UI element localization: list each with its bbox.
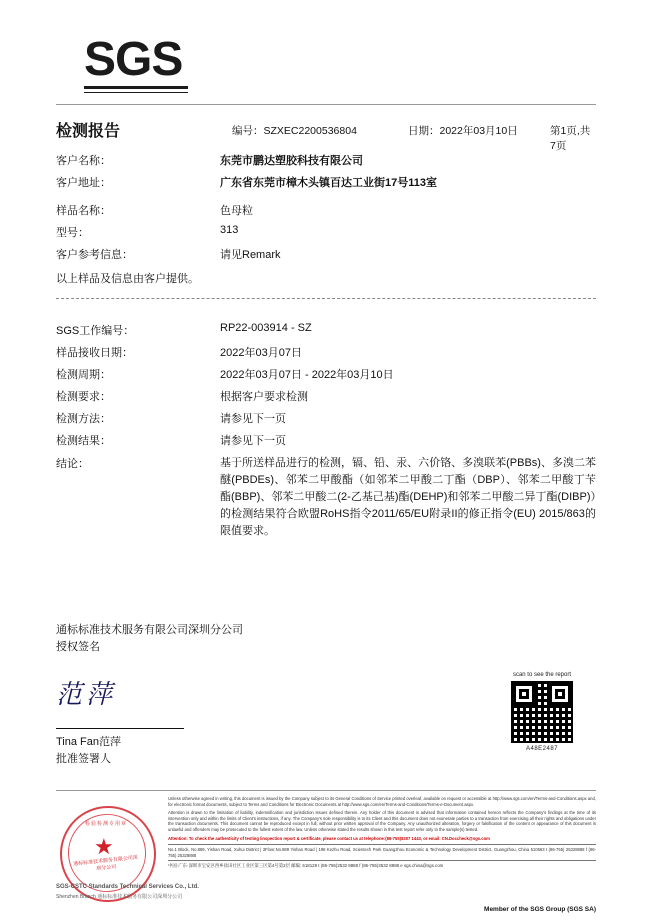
qr-code-id: A48E2487: [525, 746, 559, 752]
client-reference-value: 请见Remark: [220, 249, 281, 261]
report-date-value: 2022年03月10日: [439, 125, 518, 137]
signer-name: Tina Fan范萍: [56, 736, 122, 748]
test-result-value: 请参见下一页: [220, 435, 286, 447]
field-row-client-name: [56, 152, 596, 174]
sample-name-value: 色母粒: [220, 205, 253, 217]
seal-top-text: 检验检测专用章: [84, 821, 127, 827]
page-count: 第1页,共7页: [550, 125, 591, 152]
sgs-logo-rule: [84, 86, 188, 89]
field-row-client-reference: [56, 246, 596, 268]
model-label: 型号：: [56, 227, 89, 239]
report-number-value: SZXEC2200536804: [263, 125, 357, 137]
sgs-logo: [84, 33, 188, 93]
footer-address-cn: 中国·广东·深圳市宝安区西乡盐田社区工业区第三区第4号第2层 邮编: 518129 t (86-755)2532 8888 f (86-755)2532 8888 e sgs.china@sgs.com: [168, 860, 596, 869]
section-dashed-divider: [56, 298, 596, 299]
sgs-logo-rule-thin: [84, 92, 188, 93]
job-number-value: RP22-003914 - SZ: [220, 322, 312, 334]
page-title: 检测报告: [56, 123, 121, 140]
test-method-label: 检测方法：: [56, 413, 111, 425]
handwritten-signature: 范萍: [56, 680, 117, 709]
client-reference-label: 客户参考信息：: [56, 249, 133, 261]
footer-legal-2: Attention is drawn to the limitation of liability, indemnification and jurisdiction issues defined therein. Any holder of this document is advised that information contained hereon reflects the Company's findings at the time of its intervention only and within the limits of Client's instructions, if any. The Company's sole responsibility is to its Client and this document does not exonerate parties to a transaction from exercising all their rights and obligations under the transaction documents. This document cannot be reproduced except in full, without prior written approval of the Company. Any unauthorized alteration, forgery or falsification of the content or appearance of this document is unlawful and offenders may be prosecuted to the fullest extent of the law. Unless otherwise stated the results shown in this test report refer only to the sample(s) tested.: [168, 810, 596, 832]
field-row-model: [56, 224, 596, 246]
testing-period-value: 2022年03月07日 - 2022年03月10日: [220, 369, 394, 381]
star-icon: ★: [94, 834, 114, 859]
report-number: [232, 123, 357, 138]
footer-company-mark: SGS-CSTC Standards Technical Services Co., Ltd.: [56, 884, 199, 890]
conclusion-text: 基于所送样品进行的检测，镉、铅、汞、六价铬、多溴联苯(PBBs)、多溴二苯醚(PBDEs)、邻苯二甲酸酯（如邻苯二甲酸二丁酯（DBP）、邻苯二甲酸丁苄酯(BBP)、邻苯二甲酸二(2-乙基己基)酯(DEHP)和邻苯二甲酸二异丁酯(DIBP)）的检测结果符合欧盟RoHS指令2011/65/EU附录II的修正指令(EU) 2015/863的限值要求。: [220, 457, 596, 537]
sample-name-label: 样品名称：: [56, 205, 111, 217]
signer-role: 批准签署人: [56, 753, 111, 765]
field-row-test-method: [56, 410, 596, 432]
sample-provided-note: 以上样品及信息由客户提供。: [56, 273, 199, 285]
member-line: Member of the SGS Group (SGS SA): [484, 906, 596, 913]
received-date-label: 样品接收日期：: [56, 347, 133, 359]
testing-period-label: 检测周期：: [56, 369, 111, 381]
qr-caption: scan to see the report: [512, 672, 572, 678]
signature-line: [56, 728, 184, 729]
footer-company-mark-sub: Shenzhen Branch 通标标准技术服务有限公司深圳分公司: [56, 894, 183, 900]
conclusion-block: [56, 455, 596, 540]
field-row-job-number: [56, 322, 596, 344]
qr-code-icon[interactable]: [510, 680, 574, 744]
qr-block: [506, 672, 578, 752]
field-row-sample-name: [56, 202, 596, 224]
report-header-row: [56, 118, 596, 152]
field-row-client-address: [56, 174, 596, 196]
test-info-block: [56, 322, 596, 454]
test-requested-label: 检测要求：: [56, 391, 111, 403]
report-date-label: 日期：: [408, 125, 440, 137]
sample-info-block: [56, 202, 596, 299]
header-divider: [56, 104, 596, 105]
report-number-label: 编号：: [232, 125, 264, 137]
test-requested-value: 根据客户要求检测: [220, 391, 308, 403]
model-value: 313: [220, 224, 239, 236]
sgs-logo-text: SGS: [84, 33, 183, 86]
footer-divider: [56, 790, 596, 791]
received-date-value: 2022年03月07日: [220, 347, 302, 359]
footer-attention-notice: Attention: To check the authenticity of testing /inspection report & certificate, please contact us at telephone:(86-755)8307 1443, or email: CN.Doccheck@sgs.com: [168, 835, 490, 841]
conclusion-row: [56, 455, 596, 540]
field-row-received-date: [56, 344, 596, 366]
client-address-value: 广东省东莞市樟木头镇百达工业街17号113室: [220, 177, 437, 189]
conclusion-label: 结论：: [56, 458, 89, 470]
client-info-block: [56, 152, 596, 196]
test-result-label: 检测结果：: [56, 435, 111, 447]
field-row-test-requested: [56, 388, 596, 410]
job-number-label: SGS工作编号：: [56, 325, 135, 337]
client-address-label: 客户地址：: [56, 177, 111, 189]
footer-address-en: No.1 Block, No.889, Yishan Road, Xuhui District | 3Floor,No.889 Yishan Road | 198 Kezhu Road, Scientech Park Guangzhou Economic & Technology Development District, Guangzhou, China 510663 t (86-755) 25328888 f (86-755) 25328888: [168, 844, 596, 858]
footer-legal-block: [168, 796, 596, 869]
field-row-testing-period: [56, 366, 596, 388]
seal-mid-text: 通标标准技术服务有限公司深圳分公司: [72, 854, 139, 873]
signature-company: 通标标准技术服务有限公司深圳分公司: [56, 624, 243, 636]
client-name-label: 客户名称：: [56, 155, 111, 167]
signature-block: [56, 622, 376, 768]
field-row-test-result: [56, 432, 596, 454]
report-date: [408, 123, 518, 138]
footer-legal-1: Unless otherwise agreed in writing, this document is issued by the Company subject to its General Conditions of Service printed overleaf, available on request or accessible at http://www.sgs.com/en/Terms-and-Conditions.aspx and, for electronic format documents, subject to Terms and Conditions for Electronic Documents at http://www.sgs.com/en/Terms-and-Conditions/Terms-e-Document.aspx.: [168, 796, 596, 807]
signature-authorized-label: 授权签名: [56, 641, 100, 653]
client-name-value: 东莞市鹏达塑胶科技有限公司: [220, 155, 363, 167]
test-method-value: 请参见下一页: [220, 413, 286, 425]
